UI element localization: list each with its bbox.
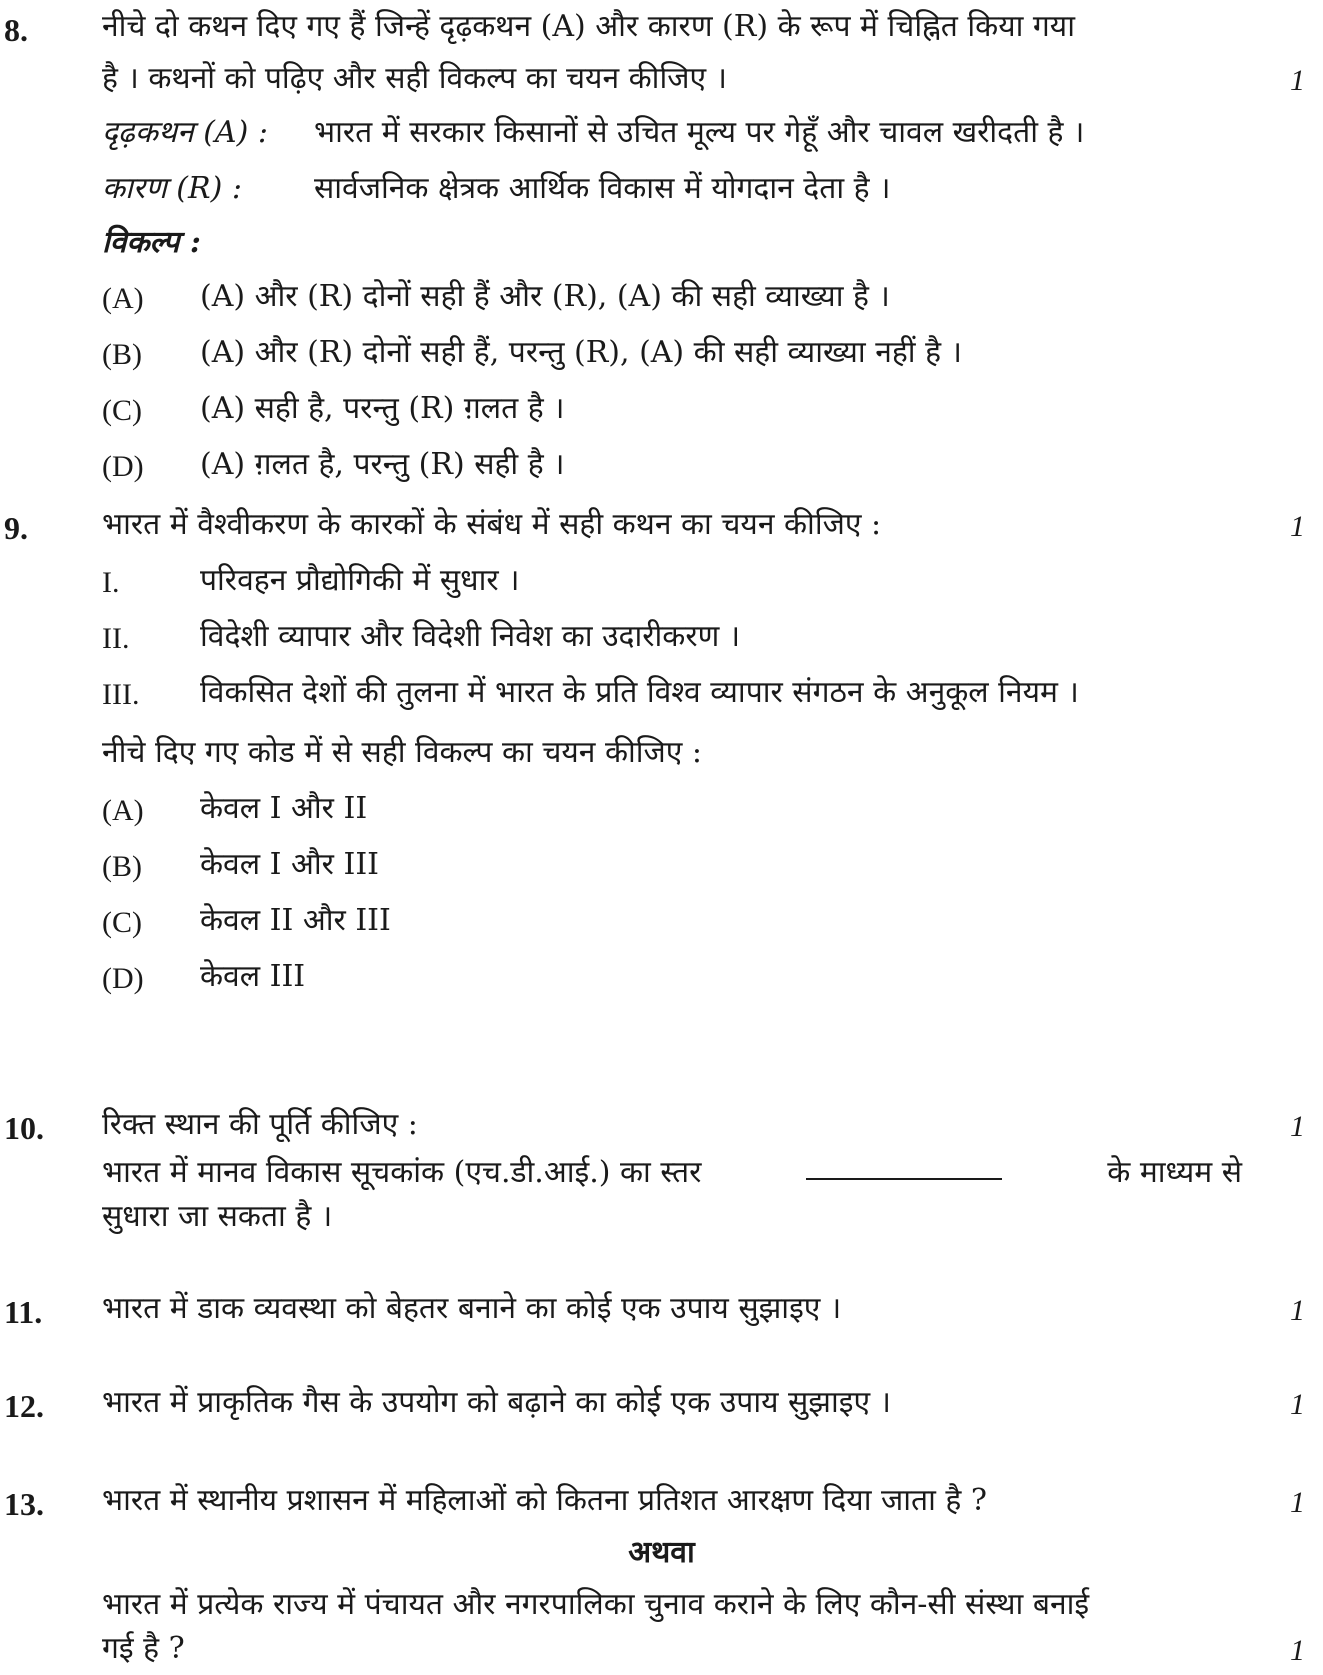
question-text: रिक्त स्थान की पूर्ति कीजिए :: [102, 1107, 418, 1142]
question-text: गई है ?: [102, 1631, 185, 1666]
assertion-label: दृढ़कथन (A) :: [102, 115, 268, 150]
option-label: (A): [102, 282, 144, 315]
option-label: (B): [102, 338, 142, 371]
question-text: नीचे दो कथन दिए गए हैं जिन्हें दृढ़कथन (A) और कारण (R) के रूप में चिह्नित किया गया: [102, 9, 1075, 44]
option-text: केवल III: [200, 959, 306, 994]
or-separator: अथवा: [628, 1535, 695, 1570]
question-text: भारत में डाक व्यवस्था को बेहतर बनाने का कोई एक उपाय सुझाइए ।: [102, 1291, 842, 1326]
option-text: (A) और (R) दोनों सही हैं और (R), (A) की सही व्याख्या है ।: [200, 279, 890, 314]
option-text: (A) और (R) दोनों सही हैं, परन्तु (R), (A) की सही व्याख्या नहीं है ।: [200, 335, 962, 370]
question-number: 12.: [4, 1388, 44, 1424]
marks: 1: [1290, 1110, 1305, 1143]
option-label: (C): [102, 906, 142, 939]
statement-text: विकसित देशों की तुलना में भारत के प्रति विश्व व्यापार संगठन के अनुकूल नियम ।: [200, 675, 1079, 710]
statement-text: परिवहन प्रौद्योगिकी में सुधार ।: [200, 563, 520, 598]
option-label: (D): [102, 450, 144, 483]
fill-blank-text-after: के माध्यम से: [1107, 1155, 1242, 1190]
question-number: 8.: [4, 12, 28, 48]
option-text: (A) सही है, परन्तु (R) ग़लत है ।: [200, 391, 565, 426]
question-text: भारत में स्थानीय प्रशासन में महिलाओं को कितना प्रतिशत आरक्षण दिया जाता है ?: [102, 1483, 987, 1518]
fill-blank-line: [102, 1154, 1242, 1192]
answer-blank[interactable]: [806, 1154, 1002, 1180]
statement-label: III.: [102, 678, 140, 711]
option-text: (A) ग़लत है, परन्तु (R) सही है ।: [200, 447, 565, 482]
assertion-text: भारत में सरकार किसानों से उचित मूल्य पर गेहूँ और चावल खरीदती है ।: [314, 115, 1085, 150]
question-text: भारत में वैश्वीकरण के कारकों के संबंध में सही कथन का चयन कीजिए :: [102, 507, 882, 542]
question-number: 9.: [4, 510, 28, 546]
option-text: केवल I और II: [200, 791, 368, 826]
marks: 1: [1290, 510, 1305, 543]
option-text: केवल II और III: [200, 903, 391, 938]
marks: 1: [1290, 1388, 1305, 1421]
statement-label: II.: [102, 622, 130, 655]
option-label: (A): [102, 794, 144, 827]
question-text: भारत में प्राकृतिक गैस के उपयोग को बढ़ाने का कोई एक उपाय सुझाइए ।: [102, 1385, 891, 1420]
question-text: भारत में प्रत्येक राज्य में पंचायत और नगरपालिका चुनाव कराने के लिए कौन-सी संस्था बनाई: [102, 1587, 1090, 1622]
options-heading: विकल्प :: [102, 225, 201, 260]
question-number: 10.: [4, 1110, 44, 1146]
question-text: सुधारा जा सकता है ।: [102, 1199, 333, 1234]
option-label: (C): [102, 394, 142, 427]
reason-text: सार्वजनिक क्षेत्रक आर्थिक विकास में योगदान देता है ।: [314, 171, 891, 206]
reason-label: कारण (R) :: [102, 171, 242, 206]
marks: 1: [1290, 1294, 1305, 1327]
fill-blank-text-before: भारत में मानव विकास सूचकांक (एच.डी.आई.) का स्तर: [102, 1155, 702, 1190]
statement-label: I.: [102, 566, 120, 599]
option-label: (D): [102, 962, 144, 995]
question-text: है । कथनों को पढ़िए और सही विकल्प का चयन कीजिए ।: [102, 61, 727, 96]
question-number: 11.: [4, 1294, 43, 1330]
option-text: केवल I और III: [200, 847, 380, 882]
marks: 1: [1290, 1486, 1305, 1519]
marks: 1: [1290, 1634, 1305, 1667]
code-prompt: नीचे दिए गए कोड में से सही विकल्प का चयन कीजिए :: [102, 735, 703, 770]
option-label: (B): [102, 850, 142, 883]
question-number: 13.: [4, 1486, 44, 1522]
statement-text: विदेशी व्यापार और विदेशी निवेश का उदारीकरण ।: [200, 619, 741, 654]
marks: 1: [1290, 64, 1305, 97]
